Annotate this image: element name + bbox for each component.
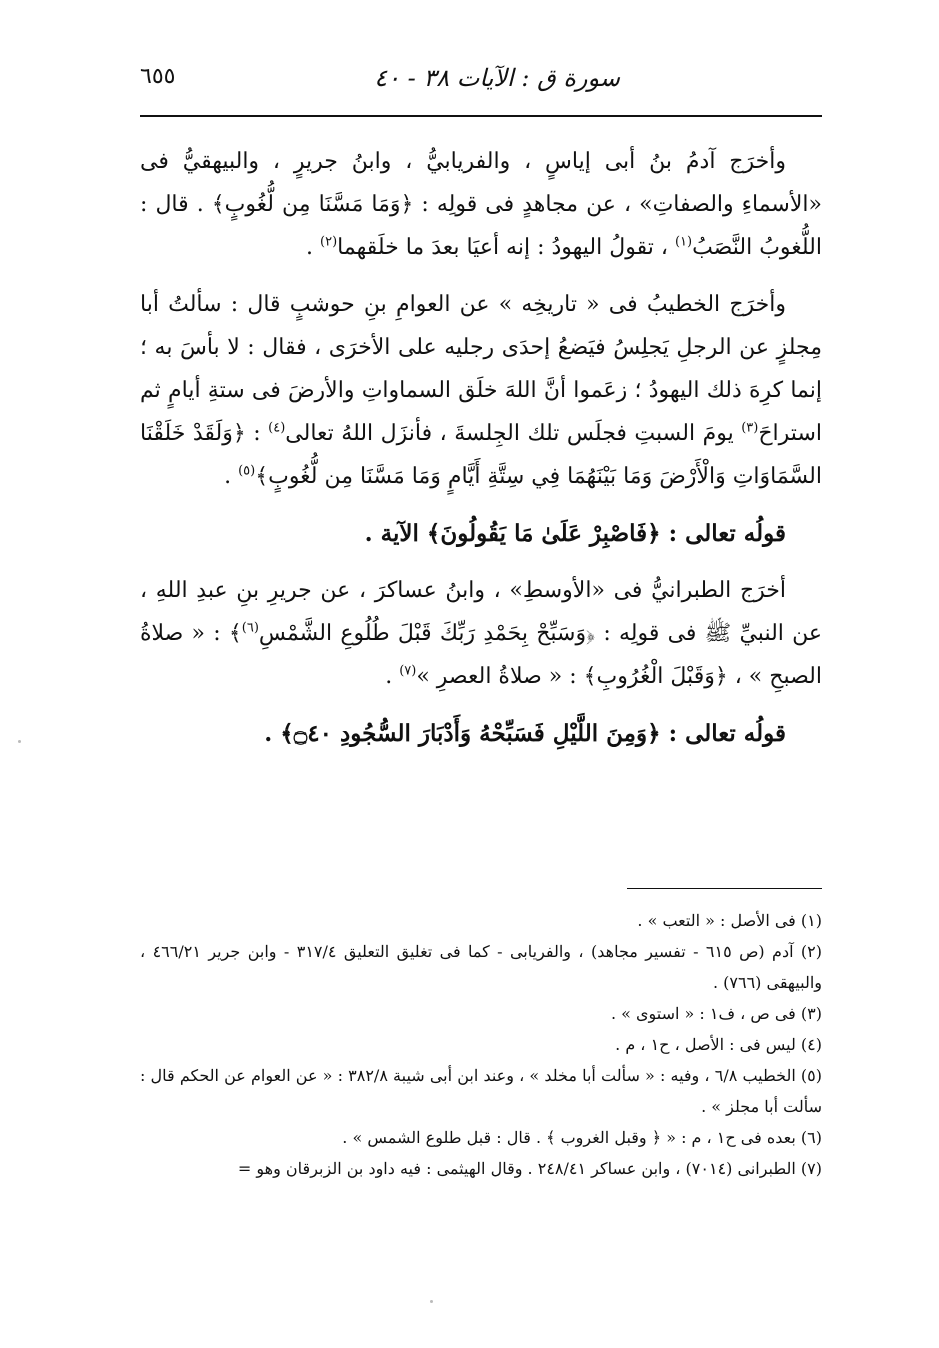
paragraph-2 bbox=[140, 283, 822, 498]
footnote-3: (٣) فى ص ، ف١ : « استوى » . bbox=[610, 1004, 822, 1023]
scan-speck bbox=[18, 740, 21, 743]
header-title: سورة ق : الآيات ٣٨ - ٤٠ bbox=[374, 64, 620, 92]
paragraph-text: ﴾ : « صلاةُ الصبحِ » ، ﴿وَقَبْلَ الْغُرُوبِ﴾ : « صلاةُ العصرِ » bbox=[140, 621, 822, 689]
scan-speck bbox=[430, 1300, 433, 1303]
footnote-4: (٤) ليس فى : الأصل ، ح١ ، م . bbox=[615, 1035, 822, 1054]
paragraph-text: وأخرَج آدمُ بنُ أبى إياسٍ ، والفريابيُّ ، وابنُ جريرٍ ، والبيهقيُّ فى «الأسماءِ والصفاتِ» ، عن مجاهدٍ فى قولِه : ﴿وَمَا مَسَّنَا مِن لُّغُوبٍ﴾ . قال : اللُّغوبُ النَّصَبُ bbox=[140, 149, 822, 260]
paragraph-text: : ﴿وَلَقَدْ خَلَقْنَا السَّمَاوَاتِ وَالْأَرْضَ وَمَا بَيْنَهُمَا فِي سِتَّةِ أَيَّامٍ وَمَا مَسَّنَا مِن لُّغُوبٍ﴾ bbox=[140, 421, 822, 489]
footnotes bbox=[140, 905, 822, 1184]
paragraph-3 bbox=[140, 569, 822, 698]
footnote-2: (٢) آدم (ص ٦١٥ - تفسير مجاهد) ، والفريابى - كما فى تغليق التعليق ٣١٧/٤ - وابن جرير ٤٦٦/٢١ ، والبيهقى (٧٦٦) . bbox=[140, 942, 823, 992]
verse-heading-2: قولُه تعالى : ﴿وَمِنَ اللَّيْلِ فَسَبِّحْهُ وَأَدْبَارَ السُّجُودِ ۝٤٠﴾ . bbox=[264, 720, 786, 747]
paragraph-text: . bbox=[306, 235, 321, 260]
running-header bbox=[140, 58, 820, 98]
main-text bbox=[140, 140, 822, 769]
footnote-1: (١) فى الأصل : « التعب » . bbox=[637, 911, 822, 930]
footnote-5: (٥) الخطيب ٦/٨ ، وفيه : « سألت أبا مخلد » ، وعند ابن أبى شيبة ٣٨٢/٨ : « عن العوام عن الحكم قال : سألت أبا مجلز » . bbox=[140, 1066, 823, 1116]
footnote-ref: (٥) bbox=[238, 463, 256, 479]
footnote-ref: (٢) bbox=[320, 234, 338, 250]
footnote-6: (٦) بعده فى ح١ ، م : « ﴿ وقبل الغروب ﴾ . قال : قبل طلوع الشمس » . bbox=[342, 1128, 822, 1147]
paragraph-text: يومَ السبتِ فجلَس تلك الجِلسةَ ، فأنزَل اللهُ تعالى bbox=[285, 421, 742, 446]
footnote-ref: (٧) bbox=[399, 663, 417, 679]
paragraph-text: أخرَج الطبرانيُّ فى «الأوسطِ» ، وابنُ عساكرَ ، عن جريرِ بنِ عبدِ اللهِ ، عن النبيِّ ﷺ فى قولِه : ﴿وَسَبِّحْ بِحَمْدِ رَبِّكَ قَبْلَ طُلُوعِ الشَّمْسِ bbox=[140, 578, 822, 646]
footnote-rule bbox=[627, 888, 822, 889]
paragraph-text: ، تقولُ اليهودُ : إنه أعيَا بعدَ ما خلَقهما bbox=[337, 235, 675, 260]
paragraph-text: وأخرَج الخطيبُ فى « تاريخِه » عن العوامِ بنِ حوشبٍ قال : سألتُ أبا مِجلزٍ عن الرجلِ يَجلِسُ فيَضعُ إحدَى رجليه على الأخرَى ، فقال : لا بأسَ به ؛ إنما كرِهَ ذلك اليهودُ ؛ زعَموا أنَّ اللهَ خلَق السماواتِ والأرضَ فى ستةِ أيامٍ ثم استراحَ bbox=[140, 292, 822, 446]
header-rule bbox=[140, 115, 822, 117]
verse-heading-1: قولُه تعالى : ﴿فَاصْبِرْ عَلَىٰ مَا يَقُولُونَ﴾ الآية . bbox=[364, 520, 786, 547]
footnote-ref: (٣) bbox=[741, 420, 759, 436]
footnote-ref: (١) bbox=[674, 234, 693, 250]
paragraph-1 bbox=[140, 140, 822, 269]
footnote-7: (٧) الطبرانى (٧٠١٤) ، وابن عساكر ٢٤٨/٤١ . وقال الهيثمى : فيه داود بن الزبرقان وهو = bbox=[237, 1159, 822, 1178]
footnote-ref: (٦) bbox=[241, 620, 259, 636]
footnote-ref: (٤) bbox=[268, 420, 286, 436]
paragraph-text: . bbox=[385, 664, 400, 689]
paragraph-text: . bbox=[224, 464, 239, 489]
page-number: ٦٥٥ bbox=[140, 64, 176, 89]
